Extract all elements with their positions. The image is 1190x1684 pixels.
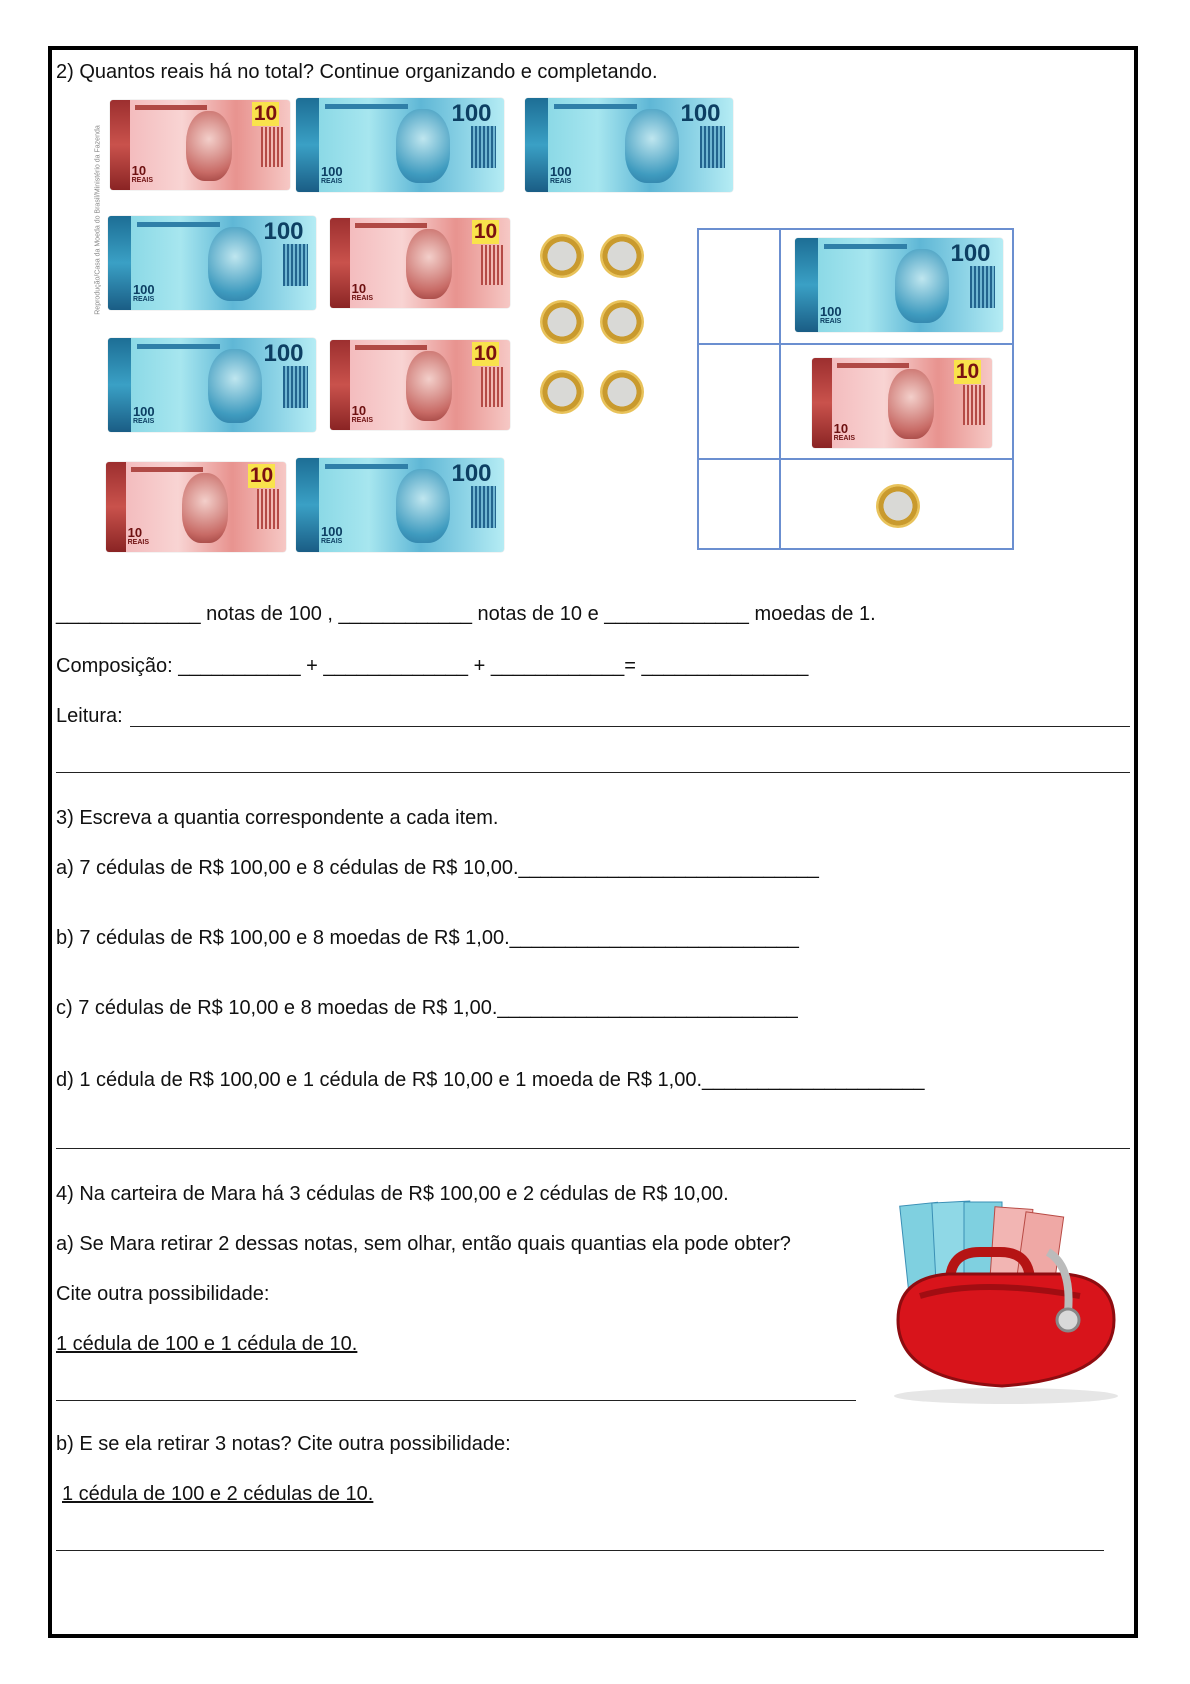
- banknote-small-value: 100 REAIS: [320, 164, 343, 186]
- q4-b-question: b) E se ela retirar 3 notas? Cite outra possibilidade:: [56, 1433, 511, 1455]
- banknote-value: 10: [473, 341, 498, 365]
- banknote-value: 100: [263, 217, 304, 245]
- q3-item-a[interactable]: a) 7 cédulas de R$ 100,00 e 8 cédulas de R$ 10,00.___________________________: [56, 857, 819, 879]
- banknote-value: 10: [249, 463, 274, 487]
- table-cell-ones[interactable]: [699, 460, 779, 548]
- q2-composition[interactable]: Composição: ___________ + _____________ + ____________= _______________: [56, 655, 809, 677]
- q2-reading-label: Leitura:: [56, 705, 123, 727]
- coin-1-real: [540, 300, 584, 344]
- q4-a-example: 1 cédula de 100 e 1 cédula de 10.: [56, 1333, 358, 1355]
- banknote-small-value: 100 REAIS: [819, 304, 842, 326]
- coin-1-real: [600, 300, 644, 344]
- banknote-100-reais: [108, 338, 316, 432]
- banknote-value: 100: [950, 239, 991, 267]
- banknote-value: 10: [473, 219, 498, 243]
- banknote-100-reais: [296, 458, 504, 552]
- q3-question: 3) Escreva a quantia correspondente a cada item.: [56, 807, 499, 829]
- banknote-small-value: 10 REAIS: [833, 420, 855, 442]
- q4-b-example: 1 cédula de 100 e 2 cédulas de 10.: [62, 1483, 374, 1505]
- banknote-small-value: 10 REAIS: [351, 402, 373, 424]
- separator-line: [56, 1148, 1130, 1149]
- reading-answer-line-2[interactable]: [56, 772, 1130, 773]
- q4-question: 4) Na carteira de Mara há 3 cédulas de R$ 100,00 e 2 cédulas de R$ 10,00.: [56, 1183, 729, 1205]
- banknote-100-reais: [108, 216, 316, 310]
- q2-question: 2) Quantos reais há no total? Continue organizando e completando.: [56, 61, 658, 83]
- banknote-100-reais: [296, 98, 504, 192]
- coin-1-real: [540, 234, 584, 278]
- banknote-10-reais: [106, 462, 286, 552]
- banknote-small-value: 100 REAIS: [132, 404, 155, 426]
- q3-item-c[interactable]: c) 7 cédulas de R$ 10,00 e 8 moedas de R$ 1,00.___________________________: [56, 997, 798, 1019]
- table-cell-tens[interactable]: [699, 345, 779, 458]
- banknote-value: 10: [253, 101, 278, 125]
- banknote-small-value: 100 REAIS: [320, 524, 343, 546]
- reading-answer-line[interactable]: [130, 726, 1130, 727]
- q2-count-blanks[interactable]: _____________ notas de 100 , ____________ notas de 10 e _____________ moedas de 1.: [56, 603, 876, 625]
- organizing-table: [697, 228, 1014, 550]
- banknote-10-reais: [110, 100, 290, 190]
- coin-1-real: [600, 234, 644, 278]
- banknote-value: 100: [263, 339, 304, 367]
- banknote-10-reais: [330, 218, 510, 308]
- banknote-small-value: 10 REAIS: [127, 524, 149, 546]
- banknote-value: 100: [451, 99, 492, 127]
- coin-1-real: [540, 370, 584, 414]
- q4-a-prompt: Cite outra possibilidade:: [56, 1283, 270, 1305]
- banknote-100-reais: [525, 98, 733, 192]
- banknote-value: 100: [451, 459, 492, 487]
- image-credit: Reprodução/Casa da Moeda do Brasil/Ministério da Fazenda: [94, 125, 102, 315]
- q4-b-answer-line[interactable]: [56, 1550, 1104, 1551]
- red-purse-illustration: [880, 1200, 1132, 1408]
- q3-item-d[interactable]: d) 1 cédula de R$ 100,00 e 1 cédula de R$ 10,00 e 1 moeda de R$ 1,00.____________________: [56, 1069, 925, 1091]
- banknote-small-value: 10 REAIS: [351, 280, 373, 302]
- banknote-small-value: 10 REAIS: [131, 162, 153, 184]
- banknote-small-value: 100 REAIS: [132, 282, 155, 304]
- banknote-value: 10: [955, 359, 980, 383]
- table-cell-hundreds[interactable]: [699, 230, 779, 343]
- banknote-10-reais: [330, 340, 510, 430]
- q3-item-b[interactable]: b) 7 cédulas de R$ 100,00 e 8 moedas de R$ 1,00.__________________________: [56, 927, 799, 949]
- coin-1-real: [600, 370, 644, 414]
- banknote-small-value: 100 REAIS: [549, 164, 572, 186]
- q4-a-answer-line[interactable]: [56, 1400, 856, 1401]
- q4-a-question: a) Se Mara retirar 2 dessas notas, sem olhar, então quais quantias ela pode obter?: [56, 1233, 791, 1255]
- banknote-value: 100: [680, 99, 721, 127]
